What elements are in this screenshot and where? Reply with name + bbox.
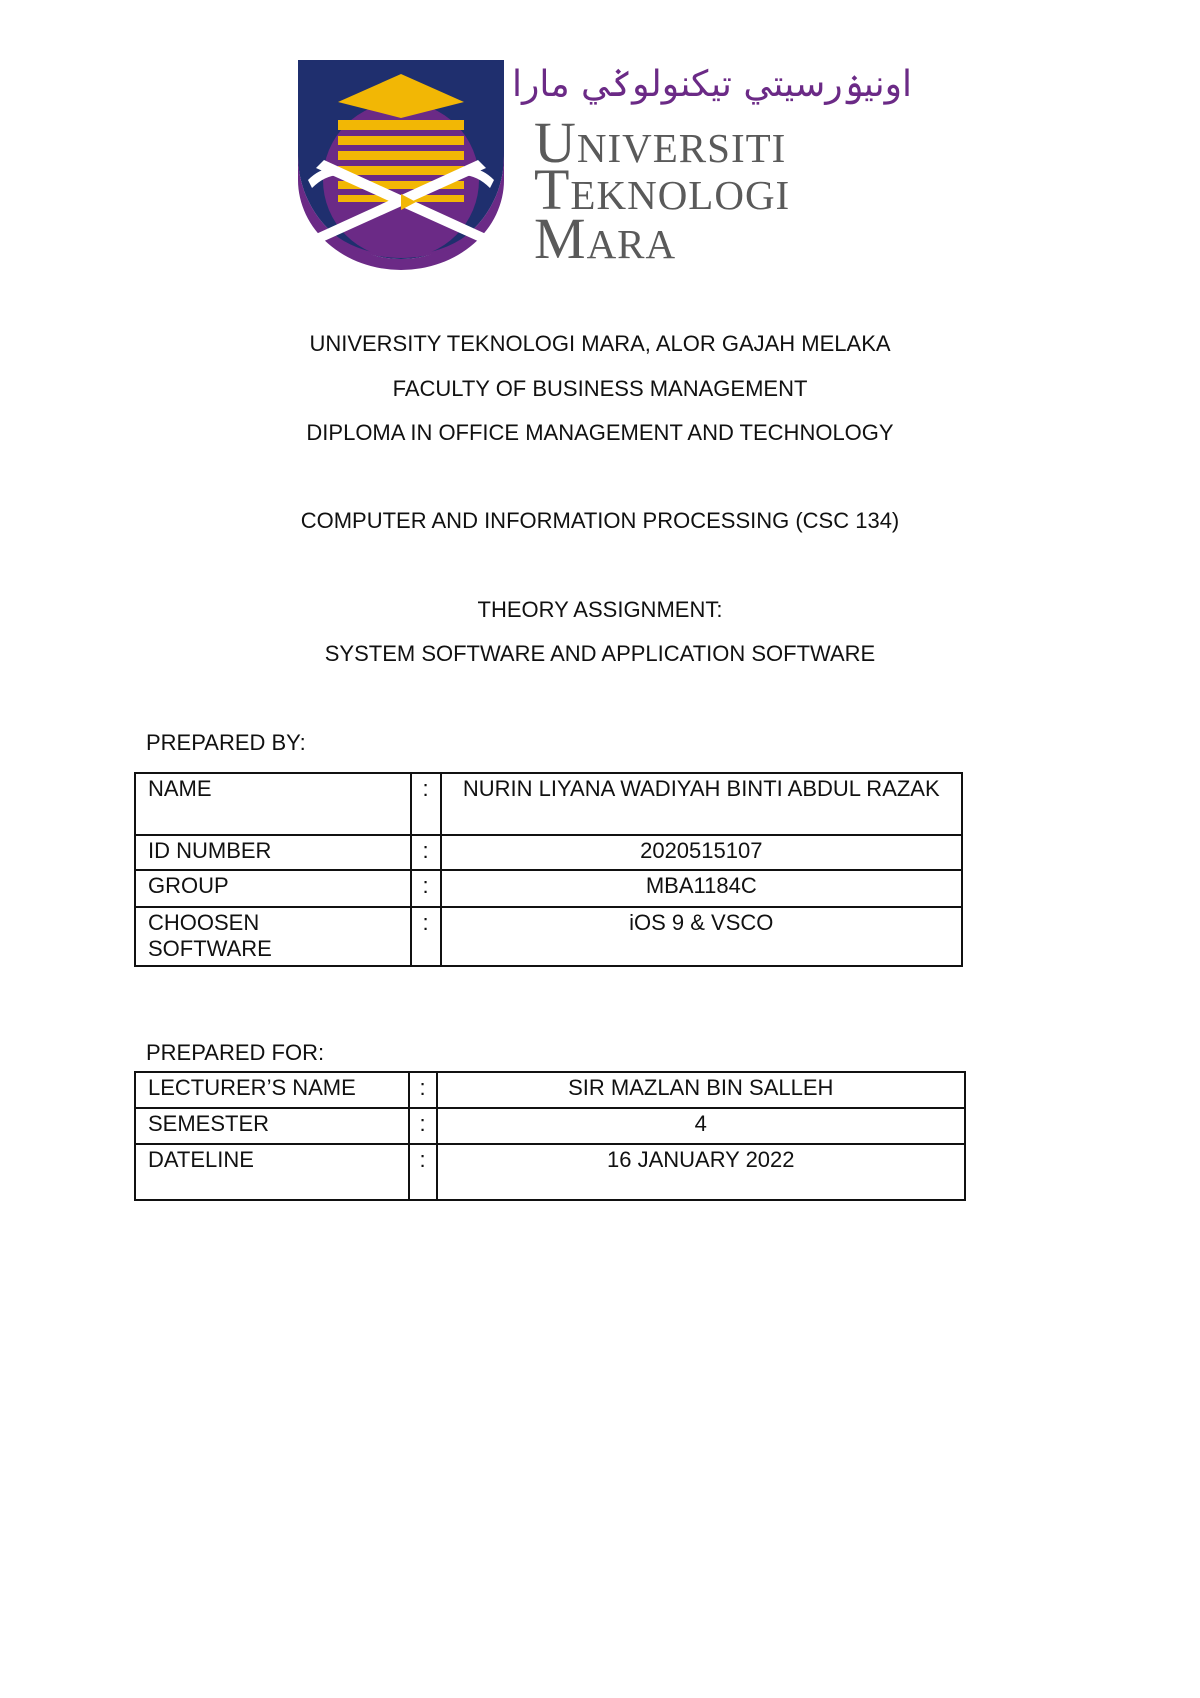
chosen-software-key: CHOOSEN SOFTWARE [135, 907, 411, 966]
separator: : [409, 1108, 437, 1144]
wordmark-mara: Mara [534, 206, 677, 271]
university-logo [298, 58, 913, 271]
table-row [135, 907, 962, 966]
table-row [135, 870, 962, 907]
table-row [135, 1072, 965, 1108]
separator: : [409, 1144, 437, 1200]
assignment-type-heading: THEORY ASSIGNMENT: [477, 597, 723, 622]
table-row [135, 835, 962, 870]
table-row [135, 1108, 965, 1144]
semester-value: 4 [437, 1108, 966, 1144]
group-key: GROUP [135, 870, 411, 907]
lecturer-name-key: LECTURER’S NAME [135, 1072, 409, 1108]
university-crest-icon [298, 60, 504, 260]
name-value: NURIN LIYANA WADIYAH BINTI ABDUL RAZAK [441, 773, 962, 835]
jawi-text: اونيۏرسيتي تيكنولوݢي مارا [511, 64, 913, 105]
jawi-wordmark [511, 58, 913, 108]
wordmark-teknologi: Teknologi [534, 157, 791, 222]
prepared-by-table [134, 772, 963, 967]
separator: : [411, 907, 441, 966]
id-number-key: ID NUMBER [135, 835, 411, 870]
separator: : [409, 1072, 437, 1108]
prepared-by-label: PREPARED BY: [146, 730, 306, 755]
separator: : [411, 870, 441, 907]
assignment-title-heading: SYSTEM SOFTWARE AND APPLICATION SOFTWARE [324, 641, 876, 666]
lecturer-name-value: SIR MAZLAN BIN SALLEH [437, 1072, 966, 1108]
dateline-key: DATELINE [135, 1144, 409, 1200]
dateline-value: 16 JANUARY 2022 [437, 1144, 966, 1200]
table-row [135, 773, 962, 835]
id-number-value: 2020515107 [441, 835, 962, 870]
prepared-for-label: PREPARED FOR: [146, 1040, 325, 1065]
institution-heading: UNIVERSITY TEKNOLOGI MARA, ALOR GAJAH MELAKA [309, 331, 891, 356]
program-heading: DIPLOMA IN OFFICE MANAGEMENT AND TECHNOLOGY [306, 420, 894, 445]
prepared-for-table [134, 1071, 966, 1201]
separator: : [411, 835, 441, 870]
separator: : [411, 773, 441, 835]
wordmark-universiti: Universiti [534, 110, 787, 175]
name-key: NAME [135, 773, 411, 835]
course-heading: COMPUTER AND INFORMATION PROCESSING (CSC 134) [300, 508, 900, 533]
group-value: MBA1184C [441, 870, 962, 907]
faculty-heading: FACULTY OF BUSINESS MANAGEMENT [392, 376, 808, 401]
chosen-software-value: iOS 9 & VSCO [441, 907, 962, 966]
table-row [135, 1144, 965, 1200]
semester-key: SEMESTER [135, 1108, 409, 1144]
